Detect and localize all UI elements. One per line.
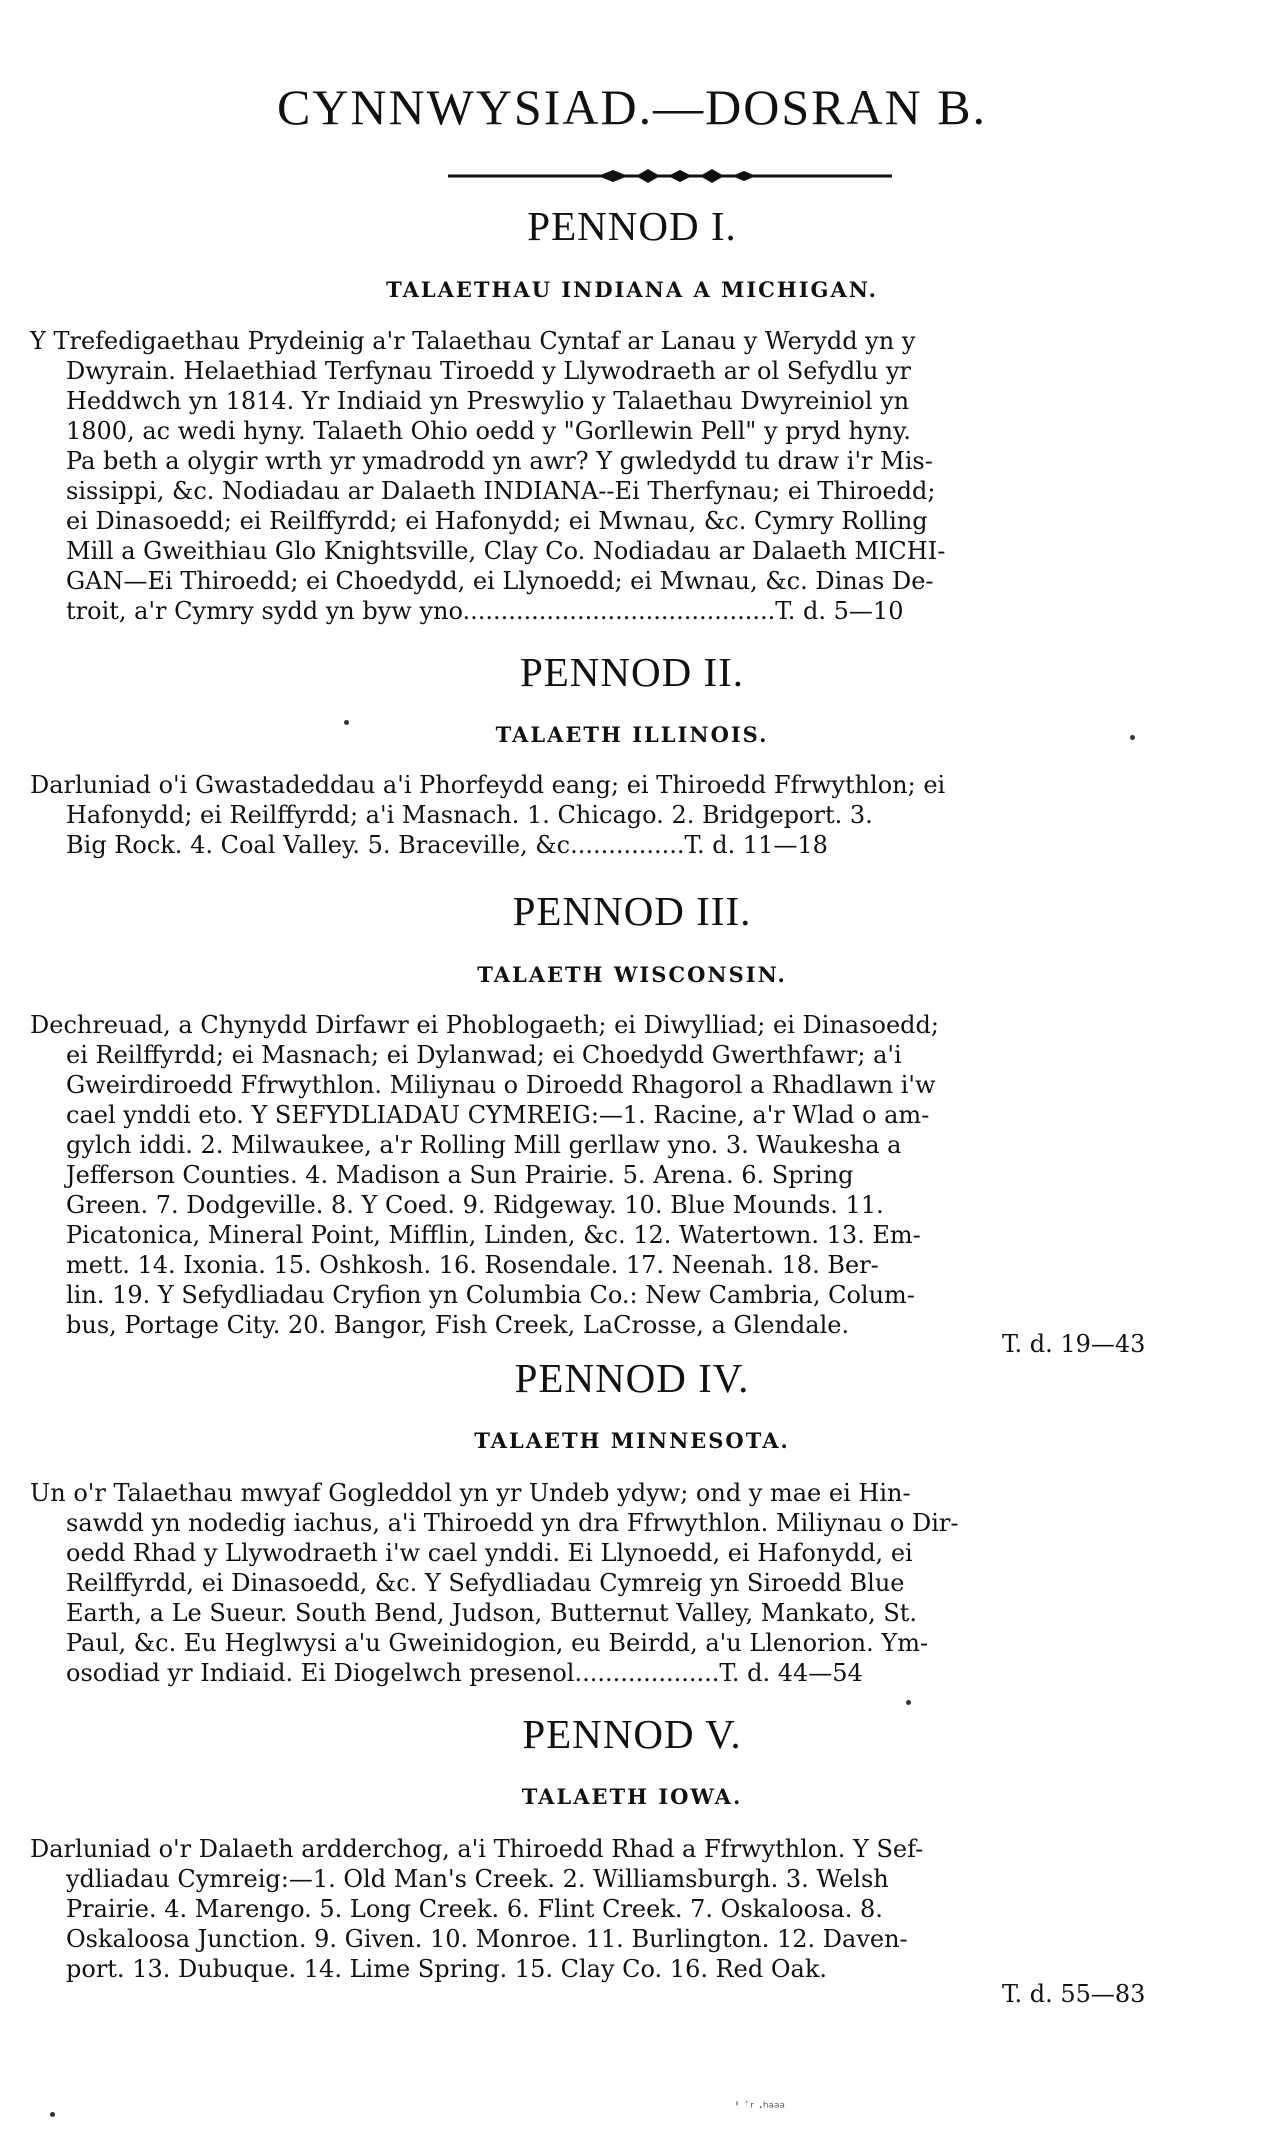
chapter-heading: PENNOD V. [522, 1711, 742, 1757]
summary-line: lin. 19. Y Sefydliadau Cryfion yn Columbia Co.: New Cambria, Colum- [66, 1281, 915, 1309]
summary-line: port. 13. Dubuque. 14. Lime Spring. 15. Clay Co. 16. Red Oak. [66, 1955, 828, 1983]
summary-line: osodiad yr Indiaid. Ei Diogelwch presenol...................T. d. 44—54 [66, 1659, 863, 1687]
chapter-subheading: TALAETH MINNESOTA. [474, 1428, 790, 1453]
summary-line: Un o'r Talaethau mwyaf Gogleddol yn yr Undeb ydyw; ond y mae ei Hin- [30, 1479, 911, 1507]
summary-line: ydliadau Cymreig:—1. Old Man's Creek. 2. Williamsburgh. 3. Welsh [66, 1865, 889, 1893]
chapter-summary [30, 770, 1226, 860]
page-reference: T. d. 55—83 [1002, 1980, 1146, 2008]
summary-line: bus, Portage City. 20. Bangor, Fish Creek, LaCrosse, a Glendale. [66, 1311, 850, 1339]
chapter-summary [30, 1478, 1226, 1688]
print-speck [50, 2112, 55, 2117]
summary-line: sawdd yn nodedig iachus, a'i Thiroedd yn dra Ffrwythlon. Miliynau o Dir- [66, 1509, 959, 1537]
chapter-subheading: TALAETH ILLINOIS. [495, 722, 769, 747]
summary-line: ei Reilffyrdd; ei Masnach; ei Dylanwad; ei Choedydd Gwerthfawr; a'i [66, 1041, 902, 1069]
summary-line: Earth, a Le Sueur. South Bend, Judson, Butternut Valley, Mankato, St. [66, 1599, 918, 1627]
summary-line: troit, a'r Cymry sydd yn byw yno.........................................T. d. 5—10 [66, 597, 904, 625]
summary-line: Darluniad o'r Dalaeth ardderchog, a'i Thiroedd Rhad a Ffrwythlon. Y Sef- [30, 1835, 924, 1863]
summary-line: ei Dinasoedd; ei Reilffyrdd; ei Hafonydd; ei Mwnau, &c. Cymry Rolling [66, 507, 928, 535]
chapter-heading: PENNOD II. [519, 649, 745, 695]
summary-line: Dwyrain. Helaethiad Terfynau Tiroedd y Llywodraeth ar ol Sefydlu yr [66, 357, 912, 385]
chapter-subheading: TALAETH IOWA. [521, 1784, 743, 1809]
summary-line: Reilffyrdd, ei Dinasoedd, &c. Y Sefydliadau Cymreig yn Siroedd Blue [66, 1569, 905, 1597]
chapter-summary [30, 1834, 1226, 1984]
summary-line: oedd Rhad y Llywodraeth i'w cael ynddi. Ei Llynoedd, ei Hafonydd, ei [66, 1539, 913, 1567]
summary-line: Paul, &c. Eu Heglwysi a'u Gweinidogion, eu Beirdd, a'u Llenorion. Ym- [66, 1629, 929, 1657]
summary-line: cael ynddi eto. Y SEFYDLIADAU CYMREIG:—1. Racine, a'r Wlad o am- [66, 1101, 930, 1129]
summary-line: Prairie. 4. Marengo. 5. Long Creek. 6. Flint Creek. 7. Oskaloosa. 8. [66, 1895, 883, 1923]
summary-line: Hafonydd; ei Reilffyrdd; a'i Masnach. 1. Chicago. 2. Bridgeport. 3. [66, 801, 873, 829]
summary-line: Heddwch yn 1814. Yr Indiaid yn Preswylio y Talaethau Dwyreiniol yn [66, 387, 910, 415]
summary-line: Pa beth a olygir wrth yr ymadrodd yn awr? Y gwledydd tu draw i'r Mis- [66, 447, 933, 475]
print-speck [344, 720, 349, 725]
chapter-heading: PENNOD IV. [514, 1355, 750, 1401]
bottom-smudge: ' ˙ʳ ·ʰᵃᵃᵃ [735, 2100, 785, 2116]
summary-line: Dechreuad, a Chynydd Dirfawr ei Phoblogaeth; ei Diwylliad; ei Dinasoedd; [30, 1011, 939, 1039]
summary-line: gylch iddi. 2. Milwaukee, a'r Rolling Mill gerllaw yno. 3. Waukesha a [66, 1131, 902, 1159]
page-title: CYNNWYSIAD.—DOSRAN B. [276, 79, 988, 135]
summary-line: Picatonica, Mineral Point, Mifflin, Linden, &c. 12. Watertown. 13. Em- [66, 1221, 921, 1249]
summary-line: Oskaloosa Junction. 9. Given. 10. Monroe. 11. Burlington. 12. Daven- [66, 1925, 908, 1953]
chapter-subheading: TALAETH WISCONSIN. [477, 962, 787, 987]
summary-line: Big Rock. 4. Coal Valley. 5. Braceville, &c...............T. d. 11—18 [66, 831, 828, 859]
summary-line: GAN—Ei Thiroedd; ei Choedydd, ei Llynoedd; ei Mwnau, &c. Dinas De- [66, 567, 934, 595]
print-speck [906, 1700, 911, 1705]
summary-line: mett. 14. Ixonia. 15. Oshkosh. 16. Rosendale. 17. Neenah. 18. Ber- [66, 1251, 879, 1279]
print-speck [1130, 735, 1135, 740]
summary-line: Darluniad o'i Gwastadeddau a'i Phorfeydd eang; ei Thiroedd Ffrwythlon; ei [30, 771, 946, 799]
ornament-rule [448, 166, 892, 186]
summary-line: Y Trefedigaethau Prydeinig a'r Talaethau Cyntaf ar Lanau y Werydd yn y [30, 327, 916, 355]
chapter-summary [30, 326, 1226, 626]
summary-line: Green. 7. Dodgeville. 8. Y Coed. 9. Ridgeway. 10. Blue Mounds. 11. [66, 1191, 884, 1219]
chapter-heading: PENNOD III. [512, 888, 752, 934]
summary-line: sissippi, &c. Nodiadau ar Dalaeth INDIANA--Ei Therfynau; ei Thiroedd; [66, 477, 936, 505]
summary-line: Jefferson Counties. 4. Madison a Sun Prairie. 5. Arena. 6. Spring [66, 1161, 854, 1189]
chapter-summary [30, 1010, 1226, 1340]
chapter-heading: PENNOD I. [527, 203, 737, 249]
summary-line: Gweirdiroedd Ffrwythlon. Miliynau o Diroedd Rhagorol a Rhadlawn i'w [66, 1071, 936, 1099]
chapter-subheading: TALAETHAU INDIANA A MICHIGAN. [386, 277, 878, 302]
summary-line: 1800, ac wedi hyny. Talaeth Ohio oedd y "Gorllewin Pell" y pryd hyny. [66, 417, 912, 445]
page-reference: T. d. 19—43 [1002, 1330, 1146, 1358]
summary-line: Mill a Gweithiau Glo Knightsville, Clay Co. Nodiadau ar Dalaeth MICHI- [66, 537, 946, 565]
